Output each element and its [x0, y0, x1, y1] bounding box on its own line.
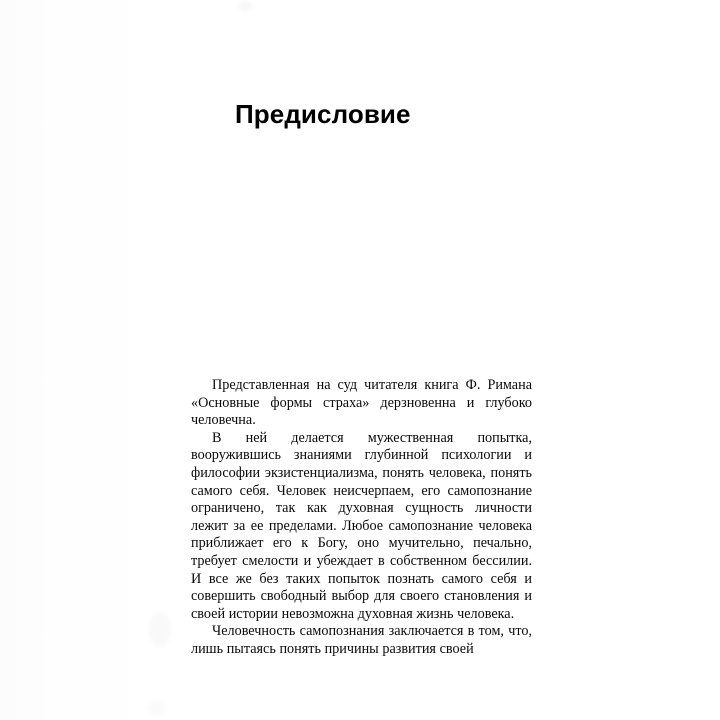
body-paragraph-truncated: Человечность самопознания заключается в том, что, лишь пытаясь понять причины развития своей [191, 623, 532, 657]
body-paragraph: В ней делается мужественная попытка, вооружившись знаниями глубинной психологии и философии экзистенциализма, понять человека, понять самого себя. Человек неисчерпаем, его самопознание ограничено, так как духовная сущность личности лежит за ее пределами. Любое самопознание человека приближает его к Богу, оно мучительно, печально, требует смелости и убеждает в собственном бессилии. И все же без таких попыток познать самого себя и совершить свободный выбор для своего становления и своей истории невозможна духовная жизнь человека. [191, 429, 532, 622]
scan-artifact-speck [148, 700, 166, 716]
body-paragraph: Представленная на суд читателя книга Ф. Римана «Основные формы страха» дерзновенна и глубоко человечна. [191, 377, 532, 429]
page-title: Предисловие [235, 99, 411, 130]
scan-artifact-speck [149, 612, 171, 646]
scan-gutter-shading [0, 0, 190, 720]
body-text-column [191, 377, 532, 659]
scan-artifact-speck [238, 1, 252, 11]
